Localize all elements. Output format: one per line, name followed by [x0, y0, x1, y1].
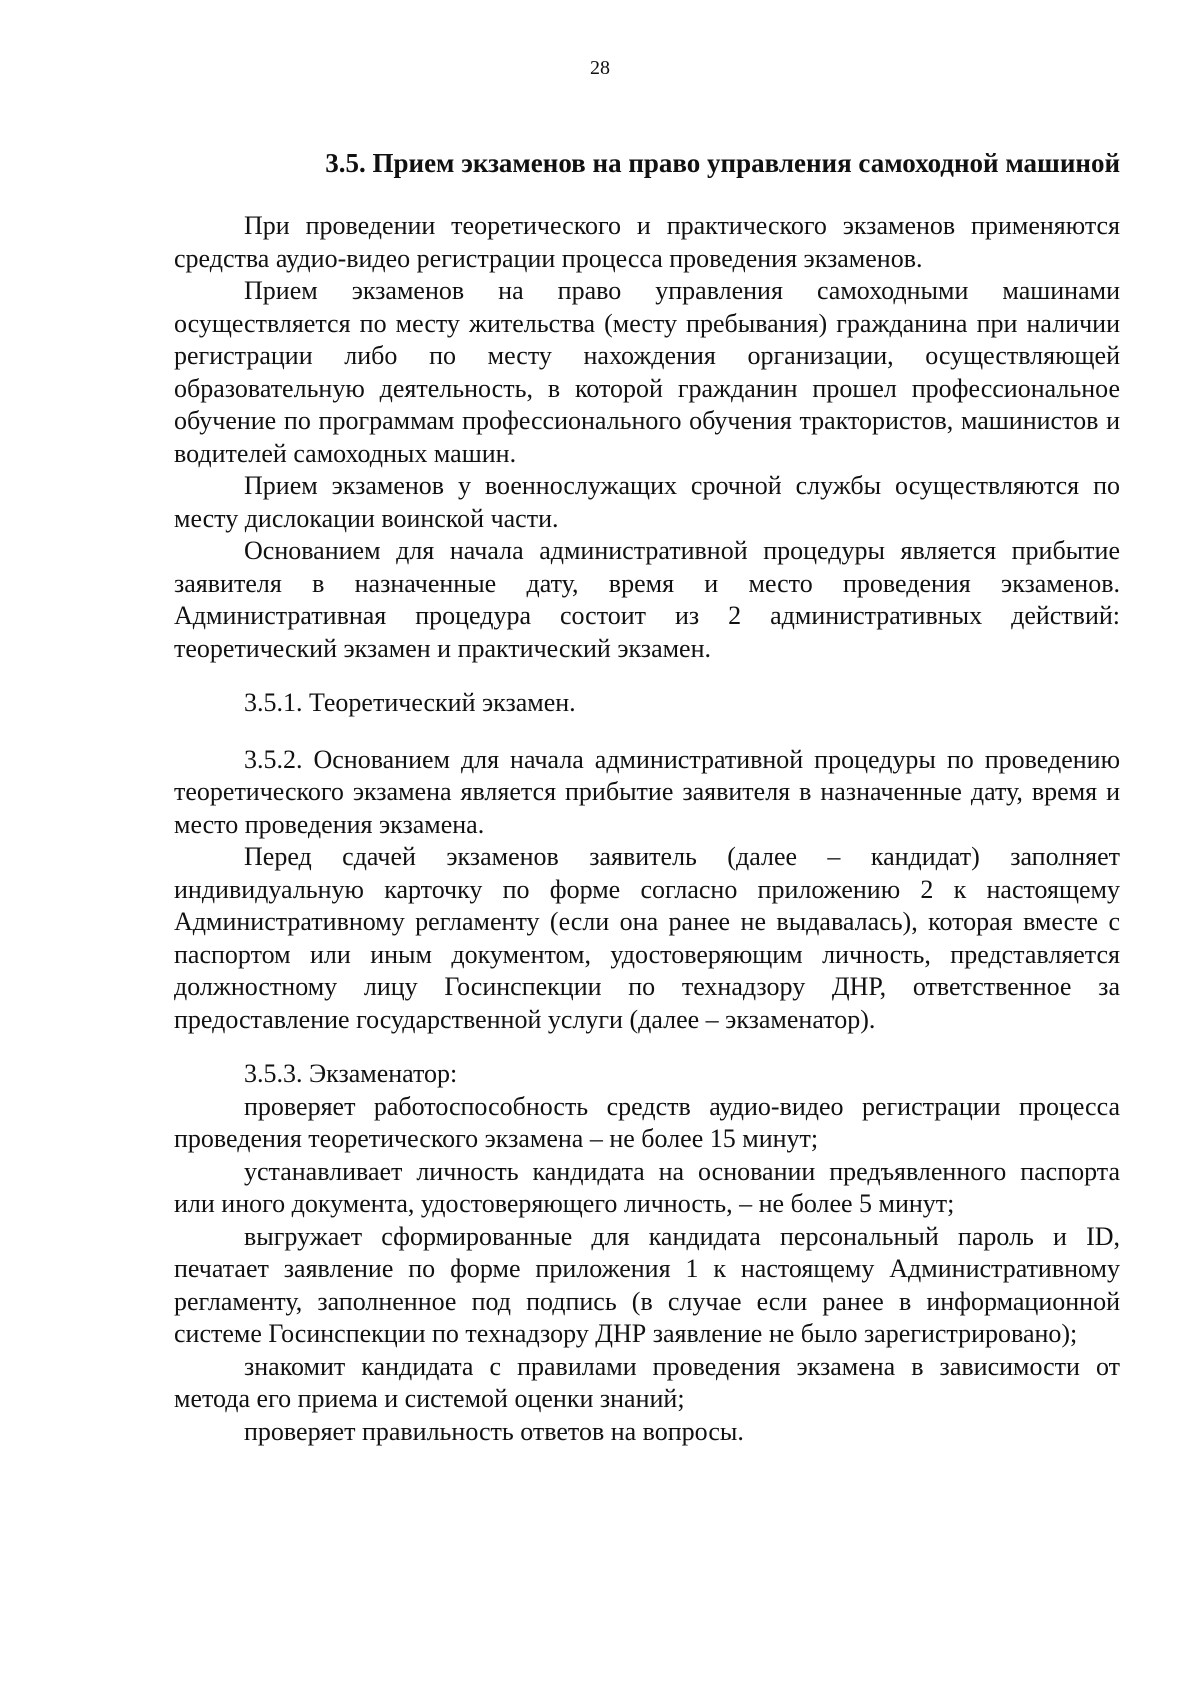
paragraph-individual-card: Перед сдачей экзаменов заявитель (далее – кандидат) заполняет индивидуальную карточку по форме согласно приложению 2 к настоящему Административному регламенту (если она ранее не выдавалась), которая вместе с паспортом или иным документом, удостоверяющим личность, представляется должностному лицу Госинспекции по технадзору ДНР, ответственное за предоставление государственной услуги (далее – экзаменатор).: [174, 842, 1120, 1034]
paragraph-issue-password: выгружает сформированные для кандидата персональный пароль и ID, печатает заявление по форме приложения 1 к настоящему Административному регламенту, заполненное под подпись (в случае если ранее в информационной системе Госинспекции по технадзору ДНР заявление не было зарегистрировано);: [174, 1221, 1120, 1348]
paragraph-military-service: Прием экзаменов у военнослужащих срочной службы осуществляются по месту дислокации воинской части.: [174, 471, 1120, 533]
paragraph-theory-procedure-basis: 3.5.2. Основанием для начала административной процедуры по проведению теоретического экзамена является прибытие заявителя в назначенные дату, время и место проведения экзамена.: [174, 744, 1120, 839]
document-body: [174, 142, 1120, 1448]
paragraph-procedure-basis: Основанием для начала административной процедуры является прибытие заявителя в назначенные дату, время и место проведения экзаменов. Административная процедура состоит из 2 административных действий: теоретический экзамен и практический экзамен.: [174, 536, 1120, 663]
subsection-examiner: 3.5.3. Экзаменатор:: [244, 1059, 458, 1088]
paragraph-check-equipment: проверяет работоспособность средств аудио-видео регистрации процесса проведения теоретического экзамена – не более 15 минут;: [174, 1091, 1120, 1153]
paragraph-explain-rules: знакомит кандидата с правилами проведения экзамена в зависимости от метода его приема и системой оценки знаний;: [174, 1351, 1120, 1413]
page-number: 28: [590, 57, 610, 79]
paragraph-exam-location: Прием экзаменов на право управления самоходными машинами осуществляется по месту жительства (месту пребывания) гражданина при наличии регистрации либо по месту нахождения организации, осуществляющей образовательную деятельность, в которой гражданин прошел профессиональное обучение по программам профессионального обучения трактористов, машинистов и водителей самоходных машин.: [174, 276, 1120, 468]
paragraph-identify-candidate: устанавливает личность кандидата на основании предъявленного паспорта или иного документа, удостоверяющего личность, – не более 5 минут;: [174, 1156, 1120, 1218]
subsection-theoretical-exam: 3.5.1. Теоретический экзамен.: [244, 688, 576, 717]
paragraph-check-answers: проверяет правильность ответов на вопросы.: [244, 1416, 744, 1446]
section-title: 3.5. Прием экзаменов на право управления самоходной машиной: [325, 148, 1120, 178]
paragraph-audio-video: При проведении теоретического и практического экзаменов применяются средства аудио-видео регистрации процесса проведения экзаменов.: [174, 211, 1120, 273]
